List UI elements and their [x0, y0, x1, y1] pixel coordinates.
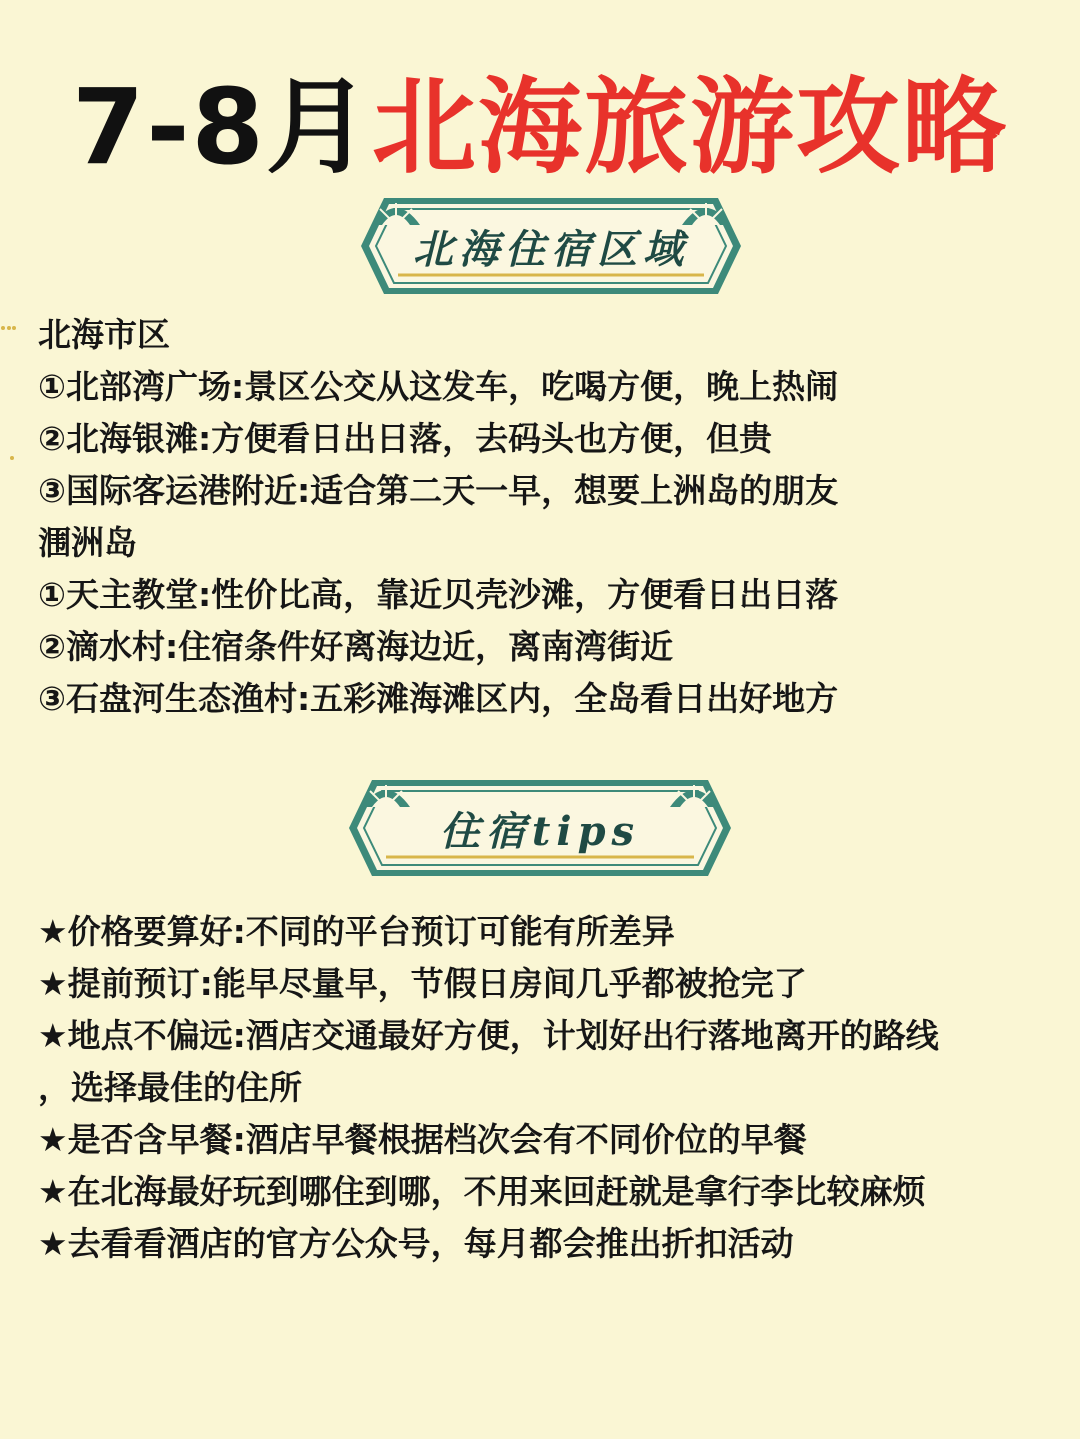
title-main: 北海旅游攻略: [371, 66, 1008, 188]
list-item: ①天主教堂:性价比高，靠近贝壳沙滩，方便看日出日落: [38, 575, 839, 614]
list-item: ★在北海最好玩到哪住到哪，不用来回赶就是拿行李比较麻烦: [38, 1172, 926, 1211]
accommodation-areas-list: [38, 309, 1068, 725]
page-title: [0, 62, 1080, 192]
section-banner-accommodation-areas: [358, 195, 744, 297]
list-item: 北海市区: [38, 315, 170, 354]
list-item: ②北海银滩:方便看日出日落，去码头也方便，但贵: [38, 419, 773, 458]
list-item: ★提前预订:能早尽量早，节假日房间几乎都被抢完了: [38, 964, 807, 1003]
banner-label: 住宿tips: [439, 807, 641, 855]
section-banner-tips: [346, 777, 734, 879]
list-item: ，选择最佳的住所: [38, 1068, 302, 1107]
list-item: ②滴水村:住宿条件好离海边近，离南湾街近: [38, 627, 674, 666]
list-item: ★地点不偏远:酒店交通最好方便，计划好出行落地离开的路线: [38, 1016, 939, 1055]
list-item: ★价格要算好:不同的平台预订可能有所差异: [38, 912, 675, 951]
accommodation-tips-list: [38, 906, 1068, 1270]
list-item: ①北部湾广场:景区公交从这发车，吃喝方便，晚上热闹: [38, 367, 839, 406]
banner-label: 北海住宿区域: [413, 225, 689, 273]
list-item: 涠洲岛: [38, 523, 137, 562]
decorative-dots: [0, 318, 16, 478]
list-item: ③石盘河生态渔村:五彩滩海滩区内，全岛看日出好地方: [38, 679, 839, 718]
title-date: 7-8月: [72, 66, 372, 188]
list-item: ③国际客运港附近:适合第二天一早，想要上洲岛的朋友: [38, 471, 839, 510]
list-item: ★是否含早餐:酒店早餐根据档次会有不同价位的早餐: [38, 1120, 807, 1159]
list-item: ★去看看酒店的官方公众号，每月都会推出折扣活动: [38, 1224, 794, 1263]
